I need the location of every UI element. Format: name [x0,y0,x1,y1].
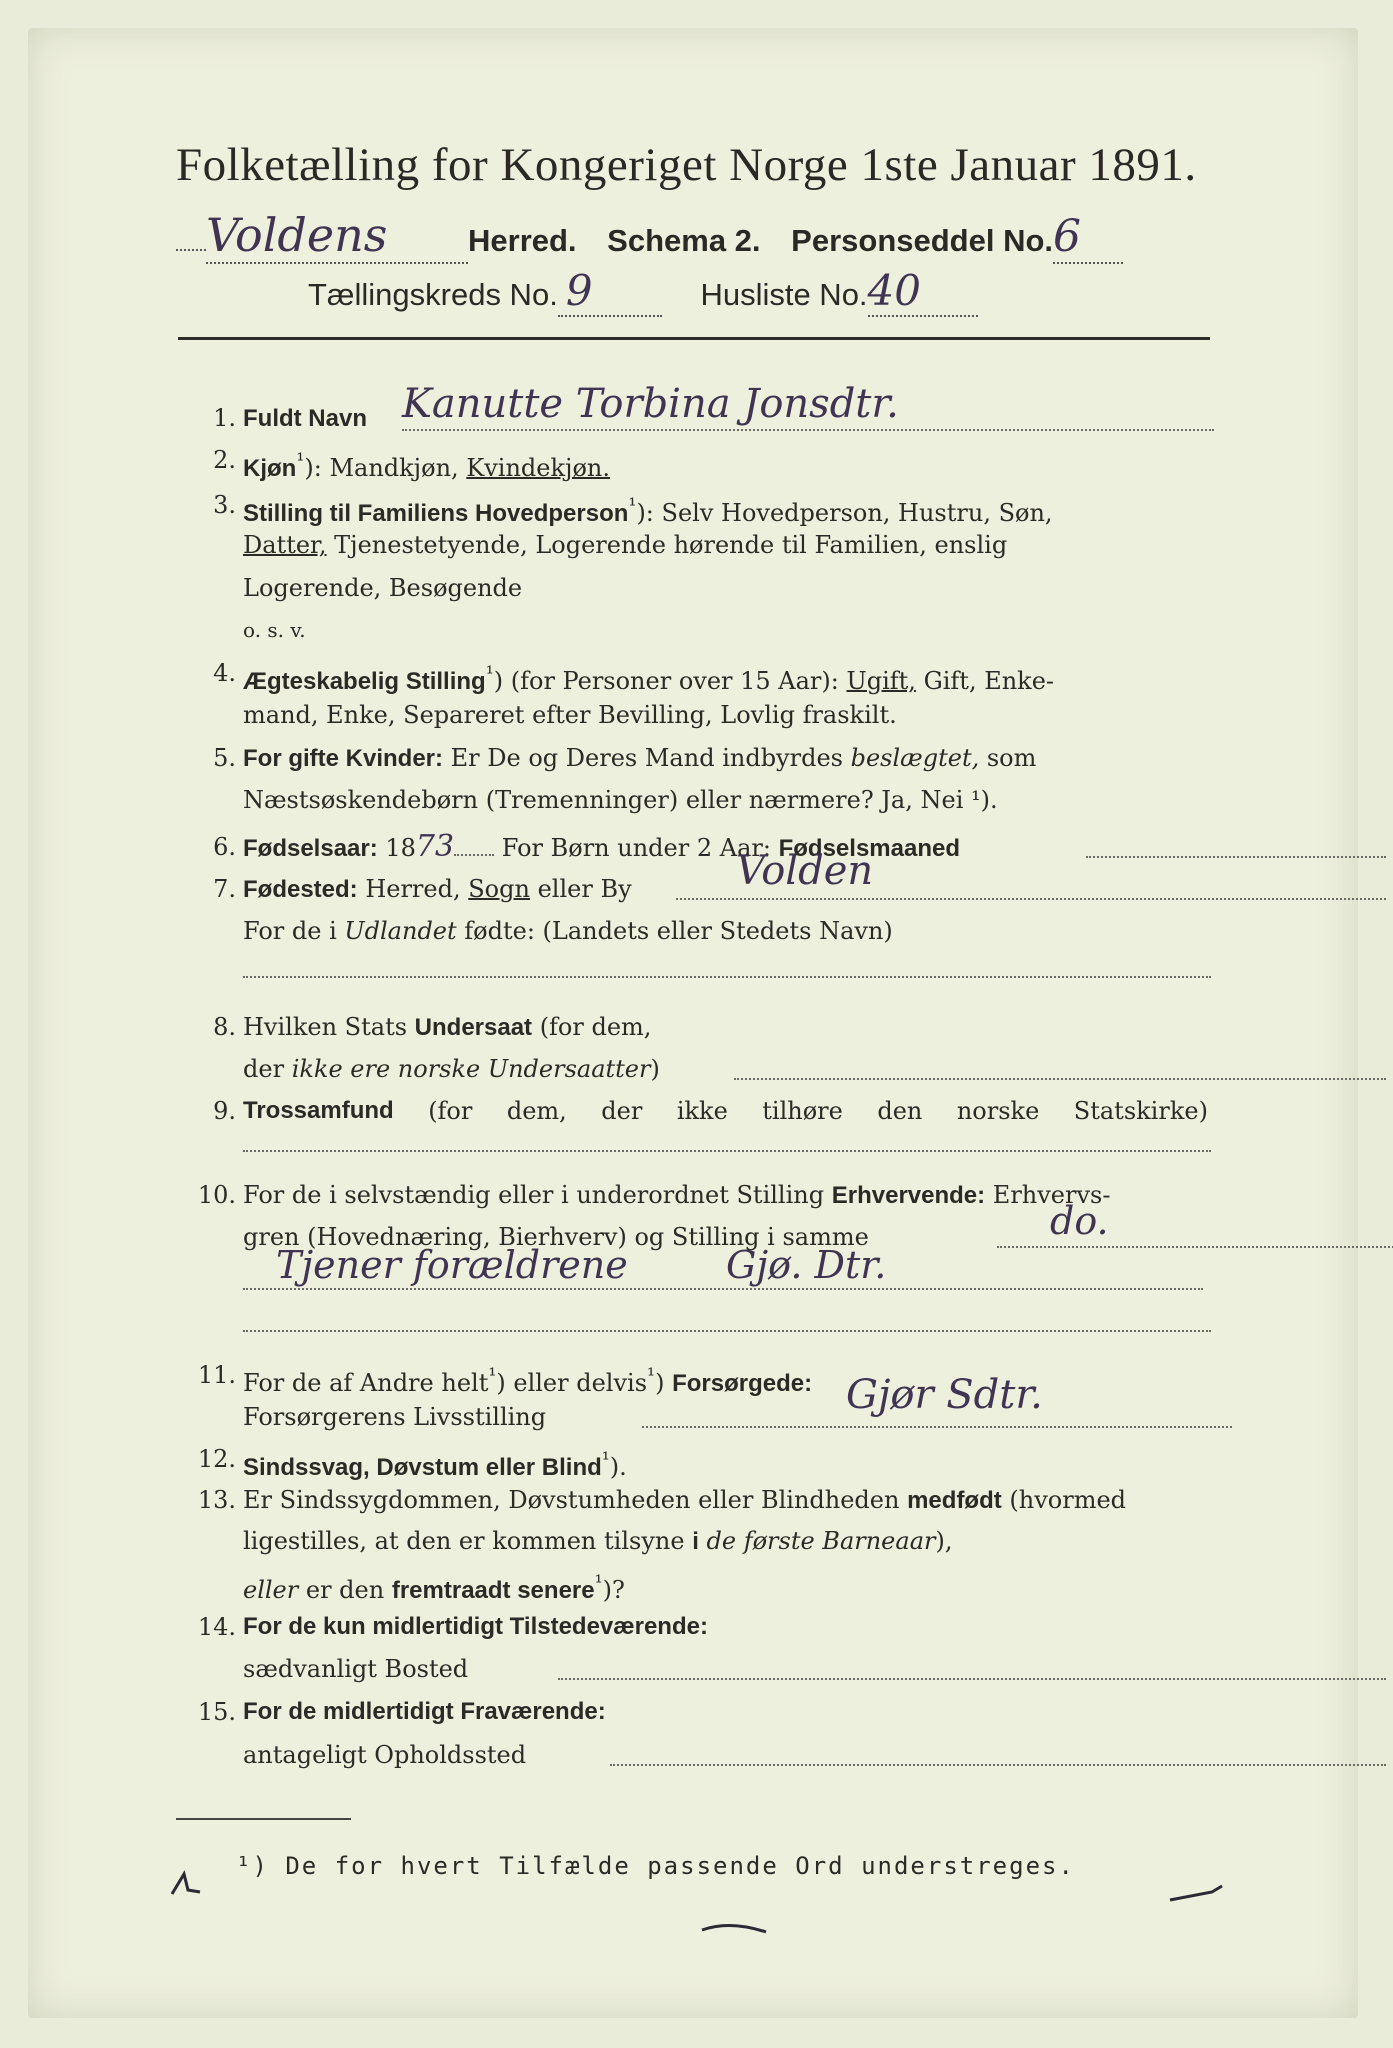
religion-label: Trossamfund [243,1097,394,1124]
pen-mark [1168,1882,1228,1908]
abroad-note-b: fødte: (Landets eller Stedets Navn) [464,917,893,945]
citizenship-question-b: (for dem, [539,1013,652,1041]
birth-month-label: Fødselsmaaned [778,835,960,862]
footnote-rule [176,1818,351,1820]
religion-word: tilhøre [762,1097,843,1125]
married-women-question-2: Næstsøskendebørn (Tremenninger) eller nærmere? Ja, Nei ¹). [243,786,998,814]
citizenship-line [734,1078,1386,1080]
occupation-label: Erhvervende: [831,1182,986,1209]
sex-option-male: ): Mandkjøn, [304,454,459,482]
congenital-question-italic: de første Barneaar [706,1527,936,1555]
provider-occupation-value: Gjør Sdtr. [846,1372,1043,1418]
header-line-herred [176,208,1123,264]
form-title: Folketælling for Kongeriget Norge 1ste Januar 1891. [176,139,1197,191]
birthplace-option-by: eller By [537,875,632,903]
probable-residence-label: antageligt Opholdssted [243,1741,527,1769]
religion-word: den [877,1097,923,1125]
religion-word: der [601,1097,643,1125]
congenital-question-i: i [692,1528,699,1555]
question-number: 14. [197,1613,236,1641]
supported-question-b: ) eller delvis [496,1369,648,1397]
question-number: 12. [197,1445,236,1473]
occupation-value: Tjener forældrene [276,1243,628,1287]
footnote: ¹) De for hvert Tilfælde passende Ord understreges. [236,1852,1075,1880]
citizenship-label: Undersaat [414,1014,533,1041]
question-number: 8. [213,1013,236,1041]
usual-residence-label: sædvanligt Bosted [243,1655,469,1683]
family-position-options: ): Selv Hovedperson, Hustru, Søn, [636,499,1053,527]
married-women-question-tail: som [986,744,1037,772]
birthplace-line [676,898,1386,900]
congenital-question-c: ligestilles, at den er kommen tilsyne [243,1527,685,1555]
question-number: 6. [213,833,236,861]
probable-residence-line [610,1764,1386,1766]
later-onset-text: er den [305,1576,385,1604]
kreds-value: 9 [558,266,662,317]
citizenship-note-b: ) [650,1055,660,1083]
provider-occupation-line [642,1426,1232,1428]
family-position-options-3: Logerende, Besøgende [243,574,523,602]
occupation-question-a: For de i selvstændig eller i underordnet Stilling [243,1181,825,1209]
temporary-present-label: For de kun midlertidigt Tilstedeværende: [243,1613,708,1640]
religion-word: norske [956,1097,1040,1125]
married-women-label: For gifte Kvinder: [243,745,444,772]
sex-option-female: Kvindekjøn. [466,454,611,482]
schema-label: Schema 2. [607,223,761,258]
question-number: 7. [213,875,236,903]
personseddel-value: 6 [1053,211,1123,264]
pen-mark [168,1868,204,1898]
married-women-italic: beslægtet, [850,744,980,772]
occupation-line-2 [243,1288,1203,1290]
later-onset-italic: eller [243,1576,299,1604]
family-position-selected: Datter, [243,531,327,559]
later-onset-tail: )? [602,1576,625,1604]
marital-status-selected: Ugift, [846,667,916,695]
header-line-kreds [308,266,978,317]
question-number: 10. [197,1181,236,1209]
family-position-label: Stilling til Familiens Hovedperson [243,500,629,527]
supported-label: Forsørgede: [672,1370,813,1397]
occupation-line-3 [243,1330,1211,1332]
family-position-options-2: Tjenestetyende, Logerende hørende til Familien, enslig [334,531,1008,559]
occupation-line-1 [997,1246,1393,1248]
citizenship-note-italic: ikke ere norske Undersaatter [291,1055,651,1083]
married-women-question: Er De og Deres Mand indbyrdes [450,744,843,772]
birth-year-prefix: 18 [385,834,416,862]
occupation-value-2: Gjø. Dtr. [726,1243,887,1287]
footnote-ref: ¹ [296,448,305,472]
question-number: 2. [213,446,236,474]
marital-status-options: Gift, Enke- [923,667,1055,695]
herred-label: Herred. [468,223,577,258]
question-number: 4. [213,659,236,687]
temporary-absent-label: For de midlertidigt Fraværende: [243,1698,606,1725]
question-number: 3. [213,491,236,519]
pen-mark [700,1918,770,1938]
disability-label: Sindssvag, Døvstum eller Blind [243,1454,602,1481]
birth-year-label: Fødselsaar: [243,835,378,862]
congenital-question-a: Er Sindssygdommen, Døvstumheden eller Blindheden [243,1486,900,1514]
header-rule [178,337,1210,340]
marital-status-label: Ægteskabelig Stilling [243,668,486,695]
later-onset-label: fremtraadt senere [391,1577,595,1604]
question-number: 13. [197,1486,236,1514]
occupation-question-2: gren (Hovednæring, Bierhverv) og Stilling i samme [243,1223,869,1251]
husliste-label: Husliste No. [700,277,868,312]
birthplace-option-sogn: Sogn [468,875,530,903]
marital-status-options-2: mand, Enke, Separeret efter Bevilling, Lovlig fraskilt. [243,701,897,729]
marital-status-note: ) (for Personer over 15 Aar): [493,667,839,695]
religion-word: ikke [676,1097,728,1125]
usual-residence-line [558,1678,1386,1680]
birthplace-label: Fødested: [243,876,358,903]
birth-month-line [1086,856,1386,858]
citizenship-note-a: der [243,1055,285,1083]
full-name-line [402,429,1214,431]
abroad-line [243,976,1211,978]
question-number: 9. [213,1097,236,1125]
religion-word: Statskirke) [1073,1097,1208,1125]
abroad-note-italic: Udlandet [344,917,457,945]
supported-question-a: For de af Andre helt [243,1369,489,1397]
supported-question-c: ) [655,1369,665,1397]
full-name-value: Kanutte Torbina Jonsdtr. [402,381,899,427]
congenital-question-d: ), [935,1527,953,1555]
birthplace-option-herred: Herred, [365,875,461,903]
congenital-label: medfødt [907,1487,1002,1514]
personseddel-label: Personseddel No. [791,223,1054,258]
birth-month-note: For Børn under 2 Aar: [501,834,771,862]
question-number: 15. [197,1698,236,1726]
herred-value: Voldens [206,208,468,264]
provider-occupation-label: Forsørgerens Livsstilling [243,1403,547,1431]
occupation-value-ditto: do. [1050,1199,1109,1243]
kreds-label: Tællingskreds No. [308,277,558,312]
question-number: 11. [197,1361,236,1389]
sex-label: Kjøn [243,455,297,482]
birth-year-value: 73 [415,829,455,864]
religion-word: dem, [506,1097,567,1125]
religion-line [243,1150,1211,1152]
religion-word: (for [428,1097,473,1125]
abroad-note-a: For de i [243,917,337,945]
congenital-question-b: (hvormed [1009,1486,1127,1514]
citizenship-question-a: Hvilken Stats [243,1013,408,1041]
question-number: 1. [213,404,236,432]
full-name-label: Fuldt Navn [243,405,367,432]
question-number: 5. [213,744,236,772]
birthplace-value: Volden [736,848,874,894]
disability-tail: ). [609,1453,627,1481]
family-position-etc: o. s. v. [243,618,306,642]
occupation-question-b: Erhvervs- [992,1181,1111,1209]
husliste-value: 40 [868,266,978,317]
